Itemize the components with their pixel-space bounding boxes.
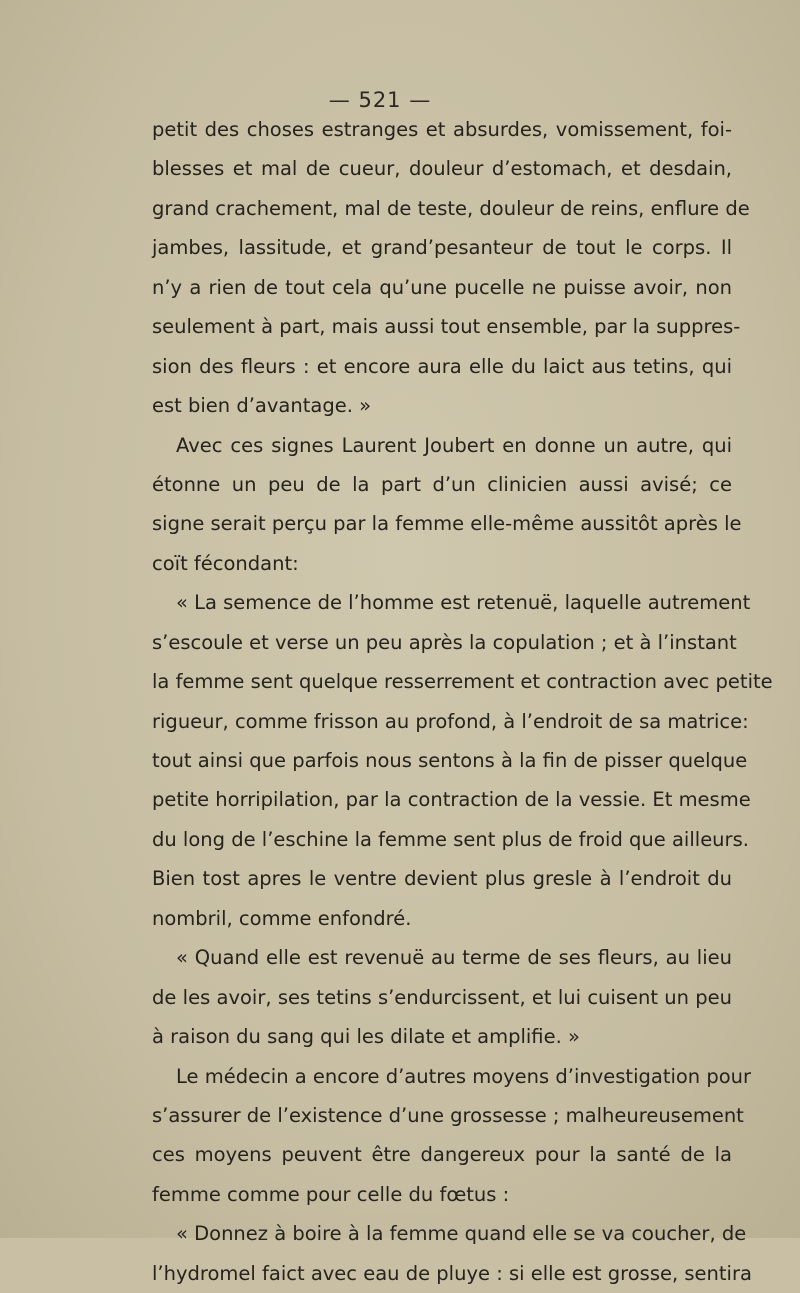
text-line: seulement à part, mais aussi tout ensemble, par la suppres-	[152, 315, 741, 339]
text-line: blesses et mal de cueur, douleur d’estomach, et desdain,	[152, 157, 732, 181]
text-line: Le médecin a encore d’autres moyens d’investigation pour	[176, 1064, 752, 1088]
text-line: « Donnez à boire à la femme quand elle se va coucher, de	[176, 1222, 747, 1246]
text-line: Bien tost apres le ventre devient plus gresle à l’endroit du	[152, 867, 732, 891]
text-line: à raison du sang qui les dilate et amplifie. »	[152, 1025, 580, 1049]
text-line: nombril, comme enfondré.	[152, 906, 412, 930]
text-line: ces moyens peuvent être dangereux pour la santé de la	[152, 1143, 732, 1167]
text-line: petit des choses estranges et absurdes, vomissement, foi-	[152, 118, 732, 141]
text-line: coït fécondant:	[152, 551, 299, 575]
text-line: jambes, lassitude, et grand’pesanteur de tout le corps. Il	[152, 236, 732, 260]
text-line: petite horripilation, par la contraction de la vessie. Et mesme	[152, 788, 751, 812]
text-line: du long de l’eschine la femme sent plus de froid que ailleurs.	[152, 827, 749, 851]
body-text	[152, 110, 773, 1293]
text-line: n’y a rien de tout cela qu’une pucelle ne puisse avoir, non	[152, 275, 732, 299]
text-line: signe serait perçu par la femme elle-même aussitôt après le	[152, 512, 742, 536]
text-line: « La semence de l’homme est retenuë, laquelle autrement	[176, 591, 751, 615]
text-line: Avec ces signes Laurent Joubert en donne un autre, qui	[176, 433, 732, 457]
text-line: la femme sent quelque resserrement et contraction avec petite	[152, 670, 773, 694]
text-line: est bien d’avantage. »	[152, 394, 372, 418]
text-line: rigueur, comme frisson au profond, à l’endroit de sa matrice:	[152, 709, 749, 733]
text-line: tout ainsi que parfois nous sentons à la fin de pisser quelque	[152, 749, 748, 772]
text-line: « Quand elle est revenuë au terme de ses fleurs, au lieu	[176, 946, 732, 970]
text-line: de les avoir, ses tetins s’endurcissent, et lui cuisent un peu	[152, 985, 732, 1009]
text-line: grand crachement, mal de teste, douleur de reins, enflure de	[152, 196, 750, 220]
text-line: sion des fleurs : et encore aura elle du laict aus tetins, qui	[152, 354, 732, 378]
text-line: s’assurer de l’existence d’une grossesse ; malheureusement	[152, 1103, 744, 1127]
text-line: étonne un peu de la part d’un clinicien aussi avisé; ce	[152, 472, 732, 496]
text-line: femme comme pour celle du fœtus :	[152, 1182, 510, 1206]
text-line: l’hydromel faict avec eau de pluye : si elle est grosse, sentira	[152, 1261, 752, 1285]
text-line: s’escoule et verse un peu après la copulation ; et à l’instant	[152, 630, 737, 654]
page-number: — 521 —	[328, 88, 432, 112]
